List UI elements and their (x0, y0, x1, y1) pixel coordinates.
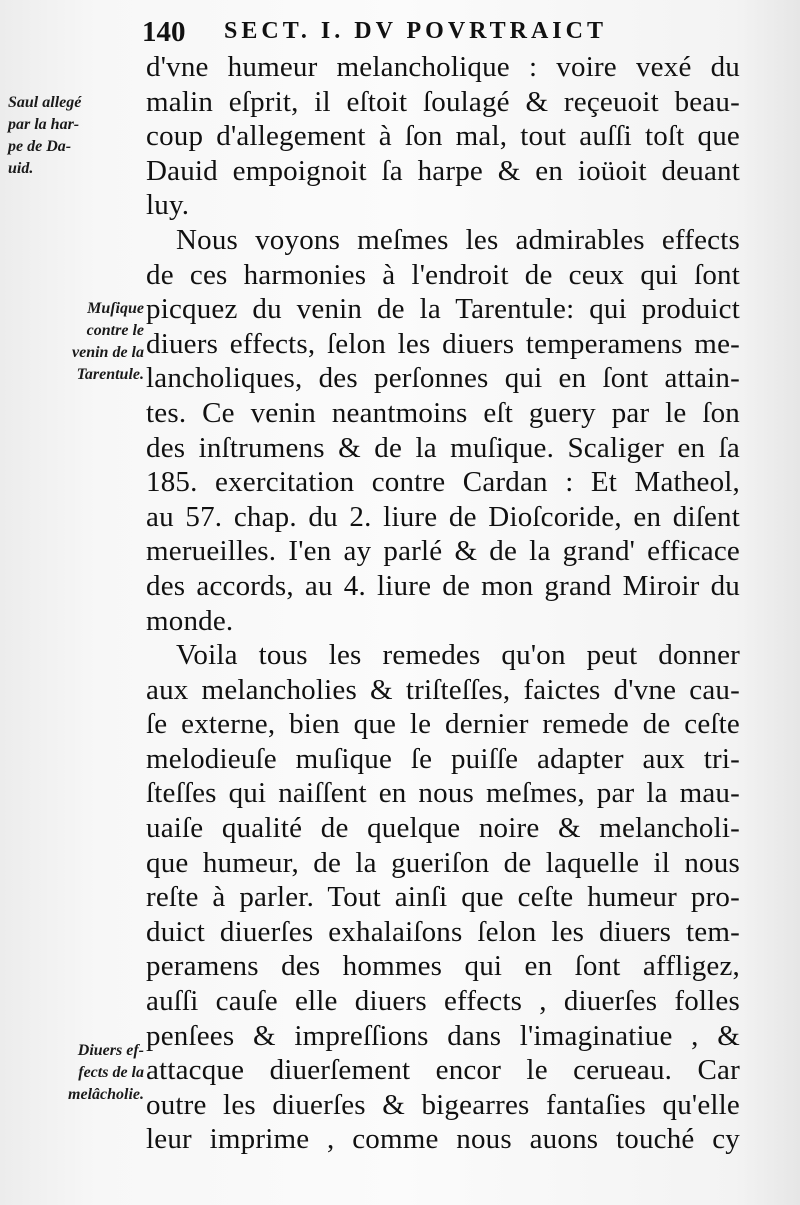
text-line: coup d'allegement à ſon mal, tout auſſi toſt que (146, 120, 740, 153)
marginal-note-line: Saul allegé (8, 94, 82, 111)
text-line: 185. exercitation contre Cardan : Et Matheol, (146, 466, 740, 499)
text-line: des accords, au 4. liure de mon grand Miroir du (146, 569, 740, 602)
text-line: uaiſe qualité de quelque noire & melancholi- (146, 812, 740, 845)
text-line: penſees & impreſſions dans l'imaginatiue , & (146, 1019, 740, 1052)
text-line: auſſi cauſe elle diuers effects , diuerſes folles (146, 985, 740, 1018)
text-line: merueilles. I'en ay parlé & de la grand' efficace (146, 535, 740, 568)
marginal-note-line: contre le (86, 322, 144, 339)
text-line: reſte à parler. Tout ainſi que ceſte humeur pro- (146, 881, 740, 914)
marginal-note-line: uid. (8, 160, 34, 177)
text-line: Nous voyons meſmes les admirables effects (176, 223, 740, 256)
marginal-note-line: pe de Da- (8, 138, 72, 155)
marginal-note-line: Diuers ef- (77, 1042, 144, 1059)
text-line: melodieuſe muſique ſe puiſſe adapter aux tri- (146, 742, 740, 775)
text-line: outre les diuerſes & bigearres fantaſies qu'elle (146, 1088, 740, 1121)
marginal-note-line: fects de la (78, 1064, 144, 1081)
text-line: au 57. chap. du 2. liure de Dioſcoride, en diſent (146, 500, 740, 533)
page-header (142, 16, 742, 50)
text-line: Dauid empoignoit ſa harpe & en ioüoit deuant (146, 154, 740, 187)
body-text (146, 50, 740, 1157)
text-line: d'vne humeur melancholique : voire vexé du (146, 51, 740, 83)
marginal-note-saul (8, 92, 144, 180)
text-line: luy. (146, 189, 190, 222)
marginal-note-line: melâcholie. (68, 1086, 144, 1103)
marginal-note-diuers (8, 1040, 144, 1106)
text-line: diuers effects, ſelon les diuers temperamens me- (146, 327, 740, 360)
text-line: de ces harmonies à l'endroit de ceux qui ſont (146, 258, 740, 291)
page-number: 140 (142, 16, 186, 48)
text-line: monde. (146, 604, 234, 637)
marginal-note-line: par la har- (8, 116, 80, 133)
marginal-note-line: Tarentule. (76, 366, 144, 383)
text-line: ſe externe, bien que le dernier remede de ceſte (146, 708, 740, 741)
text-line: tes. Ce venin neantmoins eſt guery par le ſon (146, 396, 740, 429)
text-line: des inſtrumens & de la muſique. Scaliger en ſa (146, 431, 740, 464)
marginal-note-line: venin de la (72, 344, 144, 361)
text-line: lancholiques, des perſonnes qui en ſont attain- (146, 362, 740, 395)
marginal-note-musique (8, 298, 144, 386)
text-line: aux melancholies & triſteſſes, faictes d'vne cau- (146, 673, 740, 706)
running-title: SECT. I. DV POVRTRAICT (224, 18, 607, 44)
text-line: ſteſſes qui naiſſent en nous meſmes, par la mau- (146, 777, 740, 810)
text-line: peramens des hommes qui en ſont affligez, (146, 950, 740, 983)
text-line: attacque diuerſement encor le cerueau. Car (146, 1054, 740, 1087)
text-line: leur imprime , comme nous auons touché cy (146, 1123, 740, 1156)
marginal-note-line: Muſique (87, 300, 144, 317)
text-line: picquez du venin de la Tarentule: qui produict (146, 293, 740, 326)
text-line: duict diuerſes exhalaiſons ſelon les diuers tem- (146, 915, 740, 948)
text-line: que humeur, de la gueriſon de laquelle il nous (146, 846, 740, 879)
text-line: malin eſprit, il eſtoit ſoulagé & reçeuoit beau- (146, 85, 740, 118)
text-line: Voila tous les remedes qu'on peut donner (176, 639, 740, 672)
